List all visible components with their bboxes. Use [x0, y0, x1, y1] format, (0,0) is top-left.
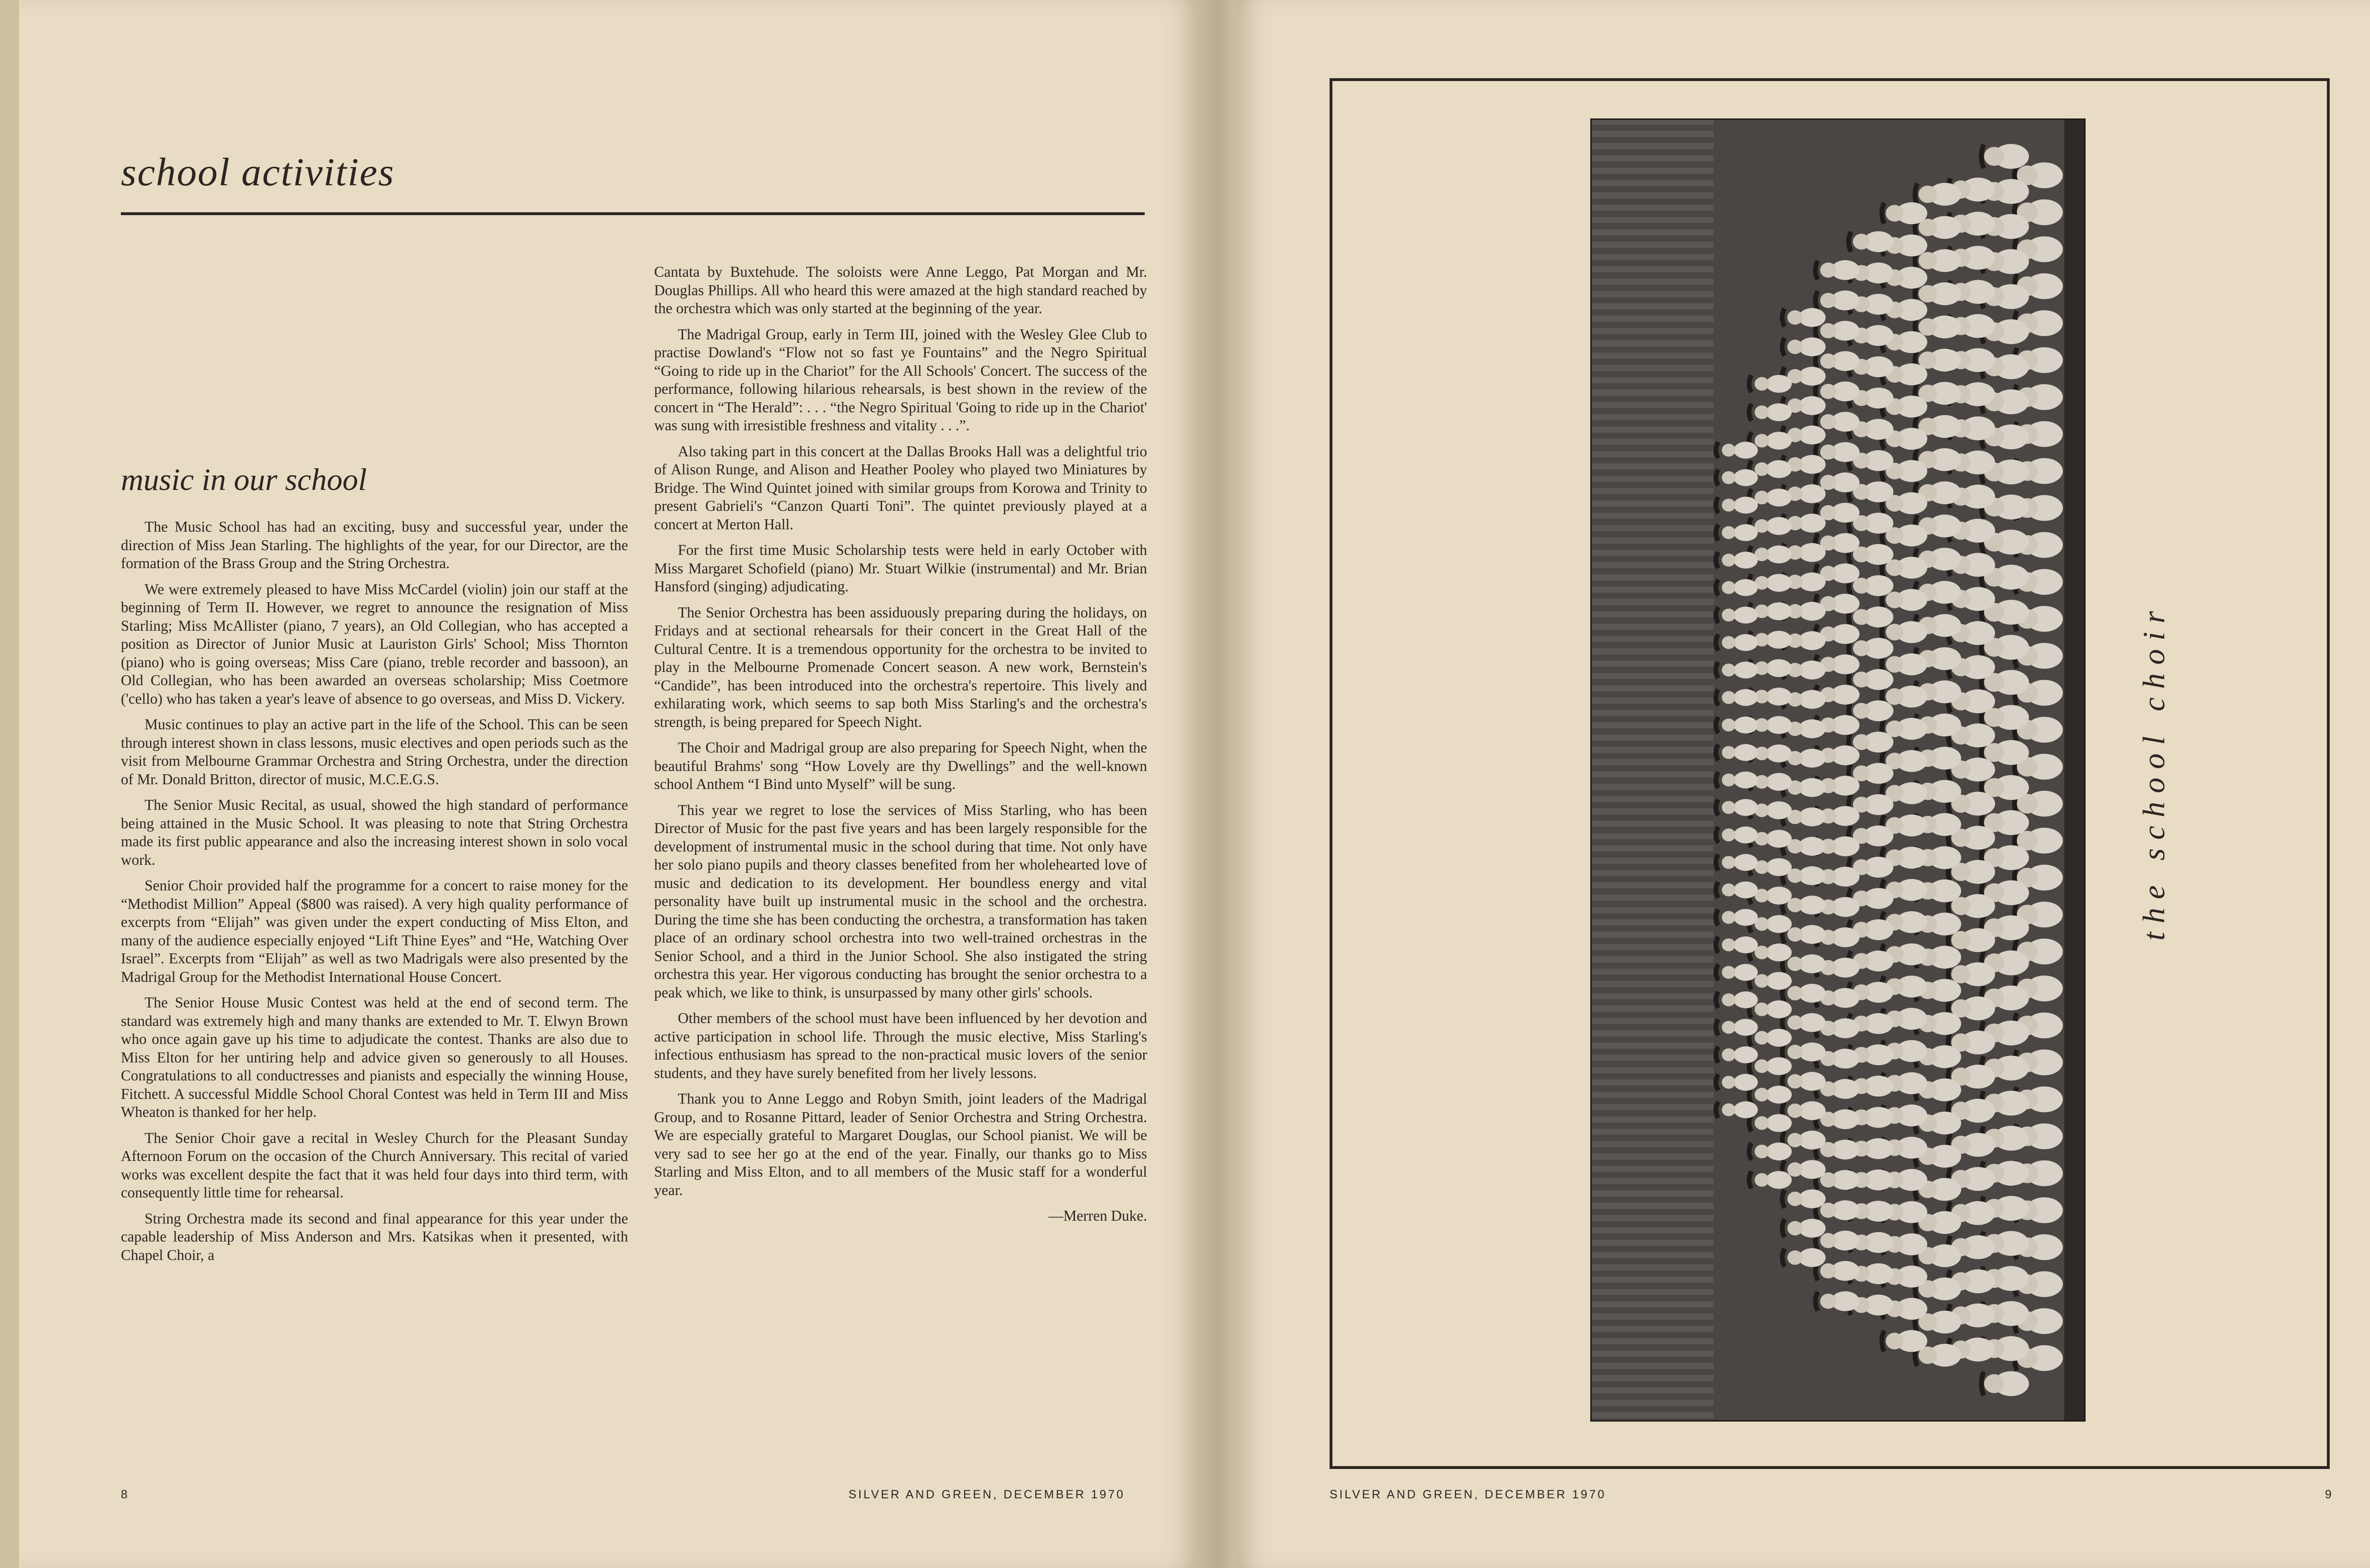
section-title-rule — [121, 212, 1145, 215]
paragraph: Other members of the school must have been influenced by her devotion and active participation in school life. Through the music elective, Miss Starling's infectious enthusiasm has spread to the non-practical music lovers of the senior students, and they have surely benefited from her lively lessons. — [654, 1010, 1147, 1081]
section-title: school activities — [121, 150, 395, 194]
spine-gutter — [1197, 0, 1237, 1568]
paragraph: The Choir and Madrigal group are also preparing for Speech Night, when the beautiful Brahms' song “How Lovely are thy Dwellings” and the well-known school Anthem “I Bind unto Myself” will be sung. — [654, 739, 1147, 792]
article-column-2 — [654, 263, 1147, 1233]
author-signature: —Merren Duke. — [1048, 1207, 1147, 1224]
paragraph: This year we regret to lose the services of Miss Starling, who has been Director of Music for the past five years and has been largely responsible for the development of instrumental music in the school during that time. Not only have her solo piano pupils and theory classes benefited from her wholehearted love of music and dedication to its development. Her boundless energy and vital personality have built up instrumental music in the school and the orchestra. During the time she has been conducting the orchestra, a transformation has taken place of an ordinary school orchestra into two well-trained orchestras in the Senior School, and a third in the Junior School. She also instigated the string orchestra this year. Her vigorous conducting has brought the senior orchestra to a peak which, we like to think, is unsurpassed by many other girls' schools. — [654, 801, 1147, 1001]
paragraph: We were extremely pleased to have Miss McCardel (violin) join our staff at the beginning of Term II. However, we regret to announce the resignation of Miss Starling; Miss McAllister (piano, 7 years), an Old Collegian, who has accepted a position as Director of Junior Music at Lauriston Girls' School; Miss Thornton (piano) who is going overseas; Miss Care (piano, treble recorder and bassoon), an Old Collegian, who has been awarded an overseas scholarship; Miss Coetmore ('cello) who has taken a year's leave of absence to go overseas, and Miss D. Vickery. — [121, 580, 628, 707]
page-number-left: 8 — [121, 1488, 129, 1501]
paragraph: The Madrigal Group, early in Term III, joined with the Wesley Glee Club to practise Dowland's “Flow not so fast ye Fountains” and the Negro Spiritual “Going to ride up in the Chariot” for the All Schools' Concert. The success of the performance, following hilarious rehearsals, is best shown in the review of the concert in “The Herald”: . . . “the Negro Spiritual 'Going to ride up in the Chariot' was sung with irresistible freshness and vitality . . .”. — [654, 326, 1147, 434]
paragraph: The Senior Choir gave a recital in Wesley Church for the Pleasant Sunday Afternoon Forum on the occasion of the Church Anniversary. This recital of varied works was excellent despite the fact that it was held four days into third term, with consequently little time for rehearsal. — [121, 1129, 628, 1201]
paragraph: The Senior House Music Contest was held at the end of second term. The standard was extremely high and many thanks are extended to Mr. T. Elwyn Brown who once again gave up his time to adjudicate the contest. Thanks are also due to Miss Elton for her untiring help and advice given so generously to all Houses. Congratulations to all conductresses and pianists and especially the winning House, Fitchett. A successful Middle School Choral Contest was held in Term III and Miss Wheaton is thanked for her help. — [121, 994, 628, 1120]
paragraph: The Senior Music Recital, as usual, showed the high standard of performance being attained in the Music School. It was pleasing to note that String Orchestra made its first public appearance and also the increasing interest shown in solo vocal work. — [121, 797, 628, 868]
paragraph: The Music School has had an exciting, busy and successful year, under the direction of Miss Jean Starling. The highlights of the year, for our Director, are the formation of the Brass Group and the String Orchestra. — [121, 518, 628, 571]
footer-title-left: SILVER AND GREEN, DECEMBER 1970 — [848, 1488, 1125, 1501]
paragraph: Also taking part in this concert at the Dallas Brooks Hall was a delightful trio of Alison Runge, and Alison and Heather Pooley who played two Miniatures by Bridge. The Wind Quintet joined with similar groups from Korowa and Trinity to present Gabrieli's “Canzon Quarti Toni”. The quintet previously played at a concert at Merton Hall. — [654, 443, 1147, 533]
choir-photograph — [1590, 118, 2086, 1422]
paragraph: Cantata by Buxtehude. The soloists were Anne Leggo, Pat Morgan and Mr. Douglas Phillips. All who heard this were amazed at the high standard reached by the orchestra which was only started at the beginning of the year. — [654, 263, 1147, 317]
paragraph: Thank you to Anne Leggo and Robyn Smith, joint leaders of the Madrigal Group, and to Rosanne Pittard, leader of Senior Orchestra and String Orchestra. We are especially grateful to Margaret Douglas, our School pianist. We will be very sad to see her go at the end of the year. Finally, our thanks go to Miss Starling and Miss Elton, and to all members of the Music staff for a wonderful year. — [654, 1090, 1147, 1198]
paragraph: For the first time Music Scholarship tests were held in early October with Miss Margaret Schofield (piano) Mr. Stuart Wilkie (instrumental) and Mr. Brian Hansford (singing) adjudicating. — [654, 542, 1147, 595]
paragraph: String Orchestra made its second and final appearance for this year under the capable leadership of Miss Anderson and Mrs. Katsikas when it presented, with Chapel Choir, a — [121, 1210, 628, 1263]
paragraph: Music continues to play an active part in the life of the School. This can be seen through interest shown in class lessons, music electives and open periods such as the visit from Melbourne Grammar Orchestra and String Orchestra, under the direction of Mr. Donald Britton, director of music, M.C.E.G.S. — [121, 716, 628, 788]
paragraph: Senior Choir provided half the programme for a concert to raise money for the “Methodist Million” Appeal ($800 was raised). A very high quality performance of excerpts from “Elijah” was given under the expert conducting of Miss Elton, and many of the audience especially enjoyed “Lift Thine Eyes” and “He, Watching Over Israel”. Excerpts from “Elijah” as well as two Madrigals were also presented by the Madrigal Group for the Methodist International House Concert. — [121, 877, 628, 985]
page-number-right: 9 — [2325, 1488, 2334, 1501]
article-title: music in our school — [121, 462, 367, 497]
page-edge-left — [0, 0, 19, 1568]
photo-caption: the school choir — [2137, 602, 2171, 941]
footer-title-right: SILVER AND GREEN, DECEMBER 1970 — [1330, 1488, 1606, 1501]
article-column-1 — [121, 518, 628, 1272]
paragraph: The Senior Orchestra has been assiduously preparing during the holidays, on Fridays and at sectional rehearsals for their concert in the Great Hall of the Cultural Centre. It is a tremendous opportunity for the orchestra to be invited to play in the Melbourne Promenade Concert season. A new work, Bernstein's “Candide”, has been introduced into the orchestra's repertoire. This lively and exhilarating work, which seems to sap both Miss Starling's and the orchestra's strength, is being prepared for Speech Night. — [654, 604, 1147, 730]
